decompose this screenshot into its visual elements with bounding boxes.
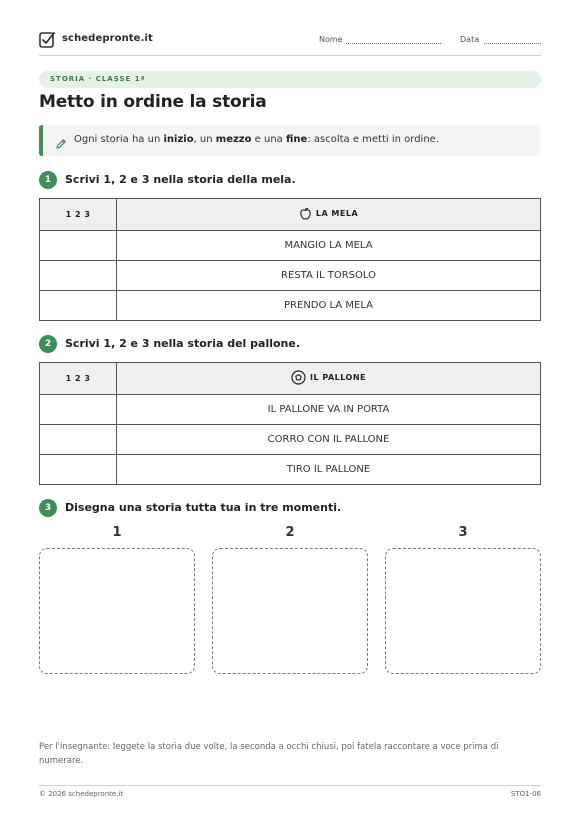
story-step-cell: RESTA IL TORSOLO — [117, 261, 541, 291]
section-number-badge: 3 — [39, 499, 57, 517]
footer-copyright: © 2026 schedepronte.it — [39, 790, 124, 798]
frame-number: 3 — [458, 525, 468, 540]
story-column-header — [117, 363, 541, 395]
tip-accent-bar — [39, 125, 43, 156]
number-input-cell[interactable] — [40, 425, 117, 455]
table-row — [40, 395, 541, 425]
checkbox-logo-icon — [39, 31, 55, 48]
page-header — [39, 28, 541, 56]
footer-code: STO1-06 — [510, 790, 541, 798]
story-step-cell: MANGIO LA MELA — [117, 231, 541, 261]
table-row — [40, 291, 541, 321]
teacher-note: Per l'insegnante: leggete la storia due volte, la seconda a occhi chiusi, poi fatela raccontare a voce prima di numerare. — [39, 742, 499, 766]
number-input-cell[interactable] — [40, 455, 117, 485]
section-2-header — [39, 335, 541, 353]
table-row — [40, 425, 541, 455]
tip-text: Ogni storia ha un inizio, un mezzo e una fine: ascolta e metti in ordine. — [74, 134, 440, 145]
table-row — [40, 261, 541, 291]
drawing-frame[interactable] — [212, 548, 368, 674]
table-header-row — [40, 199, 541, 231]
pencil-icon — [55, 135, 67, 147]
section-3-header — [39, 499, 541, 517]
table-row — [40, 231, 541, 261]
number-input-cell[interactable] — [40, 395, 117, 425]
story-step-cell: CORRO CON IL PALLONE — [117, 425, 541, 455]
ball-icon — [291, 370, 306, 385]
story-step-cell: PRENDO LA MELA — [117, 291, 541, 321]
apple-story-table — [39, 198, 541, 321]
section-number-badge: 2 — [39, 335, 57, 353]
section-instruction: Scrivi 1, 2 e 3 nella storia della mela. — [65, 173, 296, 186]
story-column-title: IL PALLONE — [309, 373, 367, 382]
number-column-header: 1 2 3 — [40, 199, 117, 231]
drawing-frame[interactable] — [385, 548, 541, 674]
page-title: Metto in ordine la storia — [39, 92, 267, 112]
worksheet-page — [39, 0, 541, 819]
name-field[interactable] — [346, 43, 441, 44]
section-number-badge: 1 — [39, 171, 57, 189]
table-row — [40, 455, 541, 485]
section-1-header — [39, 171, 541, 189]
number-input-cell[interactable] — [40, 231, 117, 261]
frame-number: 2 — [285, 525, 295, 540]
number-column-header: 1 2 3 — [40, 363, 117, 395]
ball-story-table — [39, 362, 541, 485]
name-label: Nome — [319, 35, 343, 44]
date-field[interactable] — [484, 43, 541, 44]
date-label: Data — [460, 35, 480, 44]
subject-tag — [39, 71, 541, 88]
table-header-row — [40, 363, 541, 395]
drawing-frame[interactable] — [39, 548, 195, 674]
section-instruction: Scrivi 1, 2 e 3 nella storia del pallone. — [65, 337, 301, 350]
tip-box — [39, 125, 541, 156]
number-input-cell[interactable] — [40, 261, 117, 291]
number-input-cell[interactable] — [40, 291, 117, 321]
story-step-cell: IL PALLONE VA IN PORTA — [117, 395, 541, 425]
section-instruction: Disegna una storia tutta tua in tre momenti. — [65, 501, 342, 514]
story-column-header — [117, 199, 541, 231]
frame-number: 1 — [112, 525, 122, 540]
footer-divider — [39, 785, 541, 786]
story-column-title: LA MELA — [315, 209, 359, 218]
apple-icon — [299, 207, 312, 220]
subject-tag-label: STORIA · CLASSE 1ª — [50, 75, 146, 83]
brand-name: schedepronte.it — [62, 33, 153, 44]
story-step-cell: TIRO IL PALLONE — [117, 455, 541, 485]
